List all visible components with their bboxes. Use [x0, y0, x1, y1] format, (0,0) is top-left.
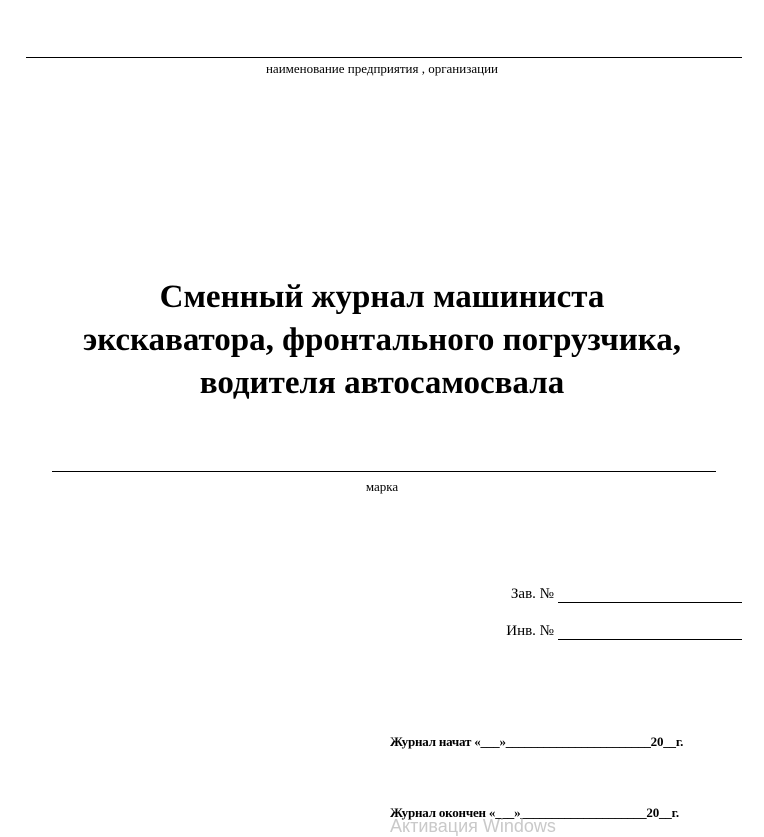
serial-number-label: Зав. № — [510, 586, 554, 602]
inventory-number-field — [506, 623, 742, 640]
document-title — [0, 276, 764, 405]
title-line-2: экскаватора, фронтального погрузчика, — [82, 322, 682, 358]
inventory-number-blank — [558, 625, 742, 640]
serial-number-blank — [558, 588, 742, 603]
windows-activation-watermark: Активация Windows — [390, 816, 556, 836]
title-line-3: водителя автосамосвала — [199, 365, 565, 401]
inventory-number-label: Инв. № — [506, 623, 554, 639]
title-line-1: Сменный журнал машиниста — [159, 279, 605, 315]
organization-caption: наименование предприятия , организации — [265, 61, 499, 76]
organization-line — [26, 57, 742, 58]
serial-number-field — [511, 586, 742, 603]
journal-ended: Журнал окончен «___»____________________20__г. — [390, 805, 679, 820]
brand-caption: марка — [365, 479, 399, 494]
brand-line — [52, 471, 716, 472]
journal-started: Журнал начат «___»_______________________20__г. — [390, 734, 684, 749]
